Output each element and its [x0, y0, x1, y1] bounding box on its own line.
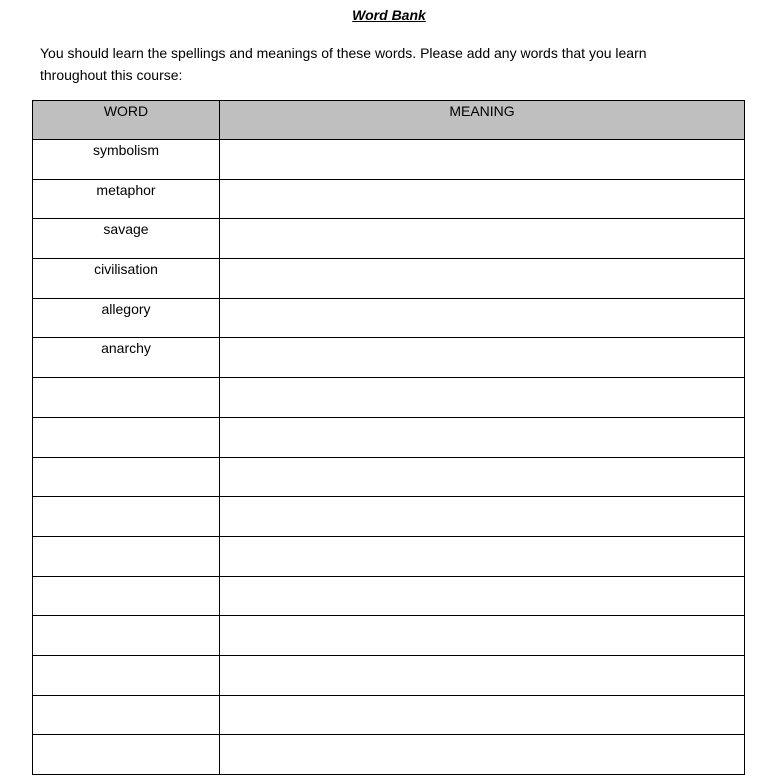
page-title: Word Bank: [352, 7, 426, 23]
table-row: [33, 735, 745, 775]
table-row: [33, 298, 745, 338]
table-row: [33, 338, 745, 378]
table-row: [33, 497, 745, 537]
word-cell[interactable]: symbolism: [33, 140, 220, 180]
meaning-cell[interactable]: [220, 735, 745, 775]
meaning-cell[interactable]: [220, 655, 745, 695]
word-cell[interactable]: civilisation: [33, 259, 220, 299]
meaning-cell[interactable]: [220, 179, 745, 219]
table-row: [33, 655, 745, 695]
table-header-row: [33, 101, 745, 140]
word-cell[interactable]: [33, 497, 220, 537]
table-row: [33, 536, 745, 576]
table-row: [33, 457, 745, 497]
meaning-cell[interactable]: [220, 378, 745, 418]
header-word: WORD: [33, 101, 220, 140]
word-cell[interactable]: [33, 655, 220, 695]
word-cell[interactable]: savage: [33, 219, 220, 259]
table-row: [33, 576, 745, 616]
word-cell[interactable]: allegory: [33, 298, 220, 338]
table-row: [33, 616, 745, 656]
meaning-cell[interactable]: [220, 576, 745, 616]
header-meaning: MEANING: [220, 101, 745, 140]
table-body: [33, 140, 745, 775]
word-cell[interactable]: [33, 695, 220, 735]
meaning-cell[interactable]: [220, 497, 745, 537]
meaning-cell[interactable]: [220, 457, 745, 497]
word-cell[interactable]: [33, 735, 220, 775]
meaning-cell[interactable]: [220, 695, 745, 735]
meaning-cell[interactable]: [220, 140, 745, 180]
word-bank-table: [32, 100, 745, 775]
meaning-cell[interactable]: [220, 298, 745, 338]
meaning-cell[interactable]: [220, 219, 745, 259]
intro-paragraph: You should learn the spellings and meanings of these words. Please add any words that you learn throughout this course:: [40, 45, 647, 83]
meaning-cell[interactable]: [220, 536, 745, 576]
meaning-cell[interactable]: [220, 616, 745, 656]
table-row: [33, 259, 745, 299]
table-row: [33, 378, 745, 418]
table-row: [33, 179, 745, 219]
word-cell[interactable]: [33, 457, 220, 497]
word-cell[interactable]: [33, 378, 220, 418]
meaning-cell[interactable]: [220, 417, 745, 457]
table-row: [33, 140, 745, 180]
word-cell[interactable]: [33, 616, 220, 656]
meaning-cell[interactable]: [220, 259, 745, 299]
word-cell[interactable]: metaphor: [33, 179, 220, 219]
word-cell[interactable]: [33, 417, 220, 457]
table-row: [33, 417, 745, 457]
word-cell[interactable]: [33, 536, 220, 576]
meaning-cell[interactable]: [220, 338, 745, 378]
table-row: [33, 695, 745, 735]
word-cell[interactable]: anarchy: [33, 338, 220, 378]
table-row: [33, 219, 745, 259]
word-cell[interactable]: [33, 576, 220, 616]
